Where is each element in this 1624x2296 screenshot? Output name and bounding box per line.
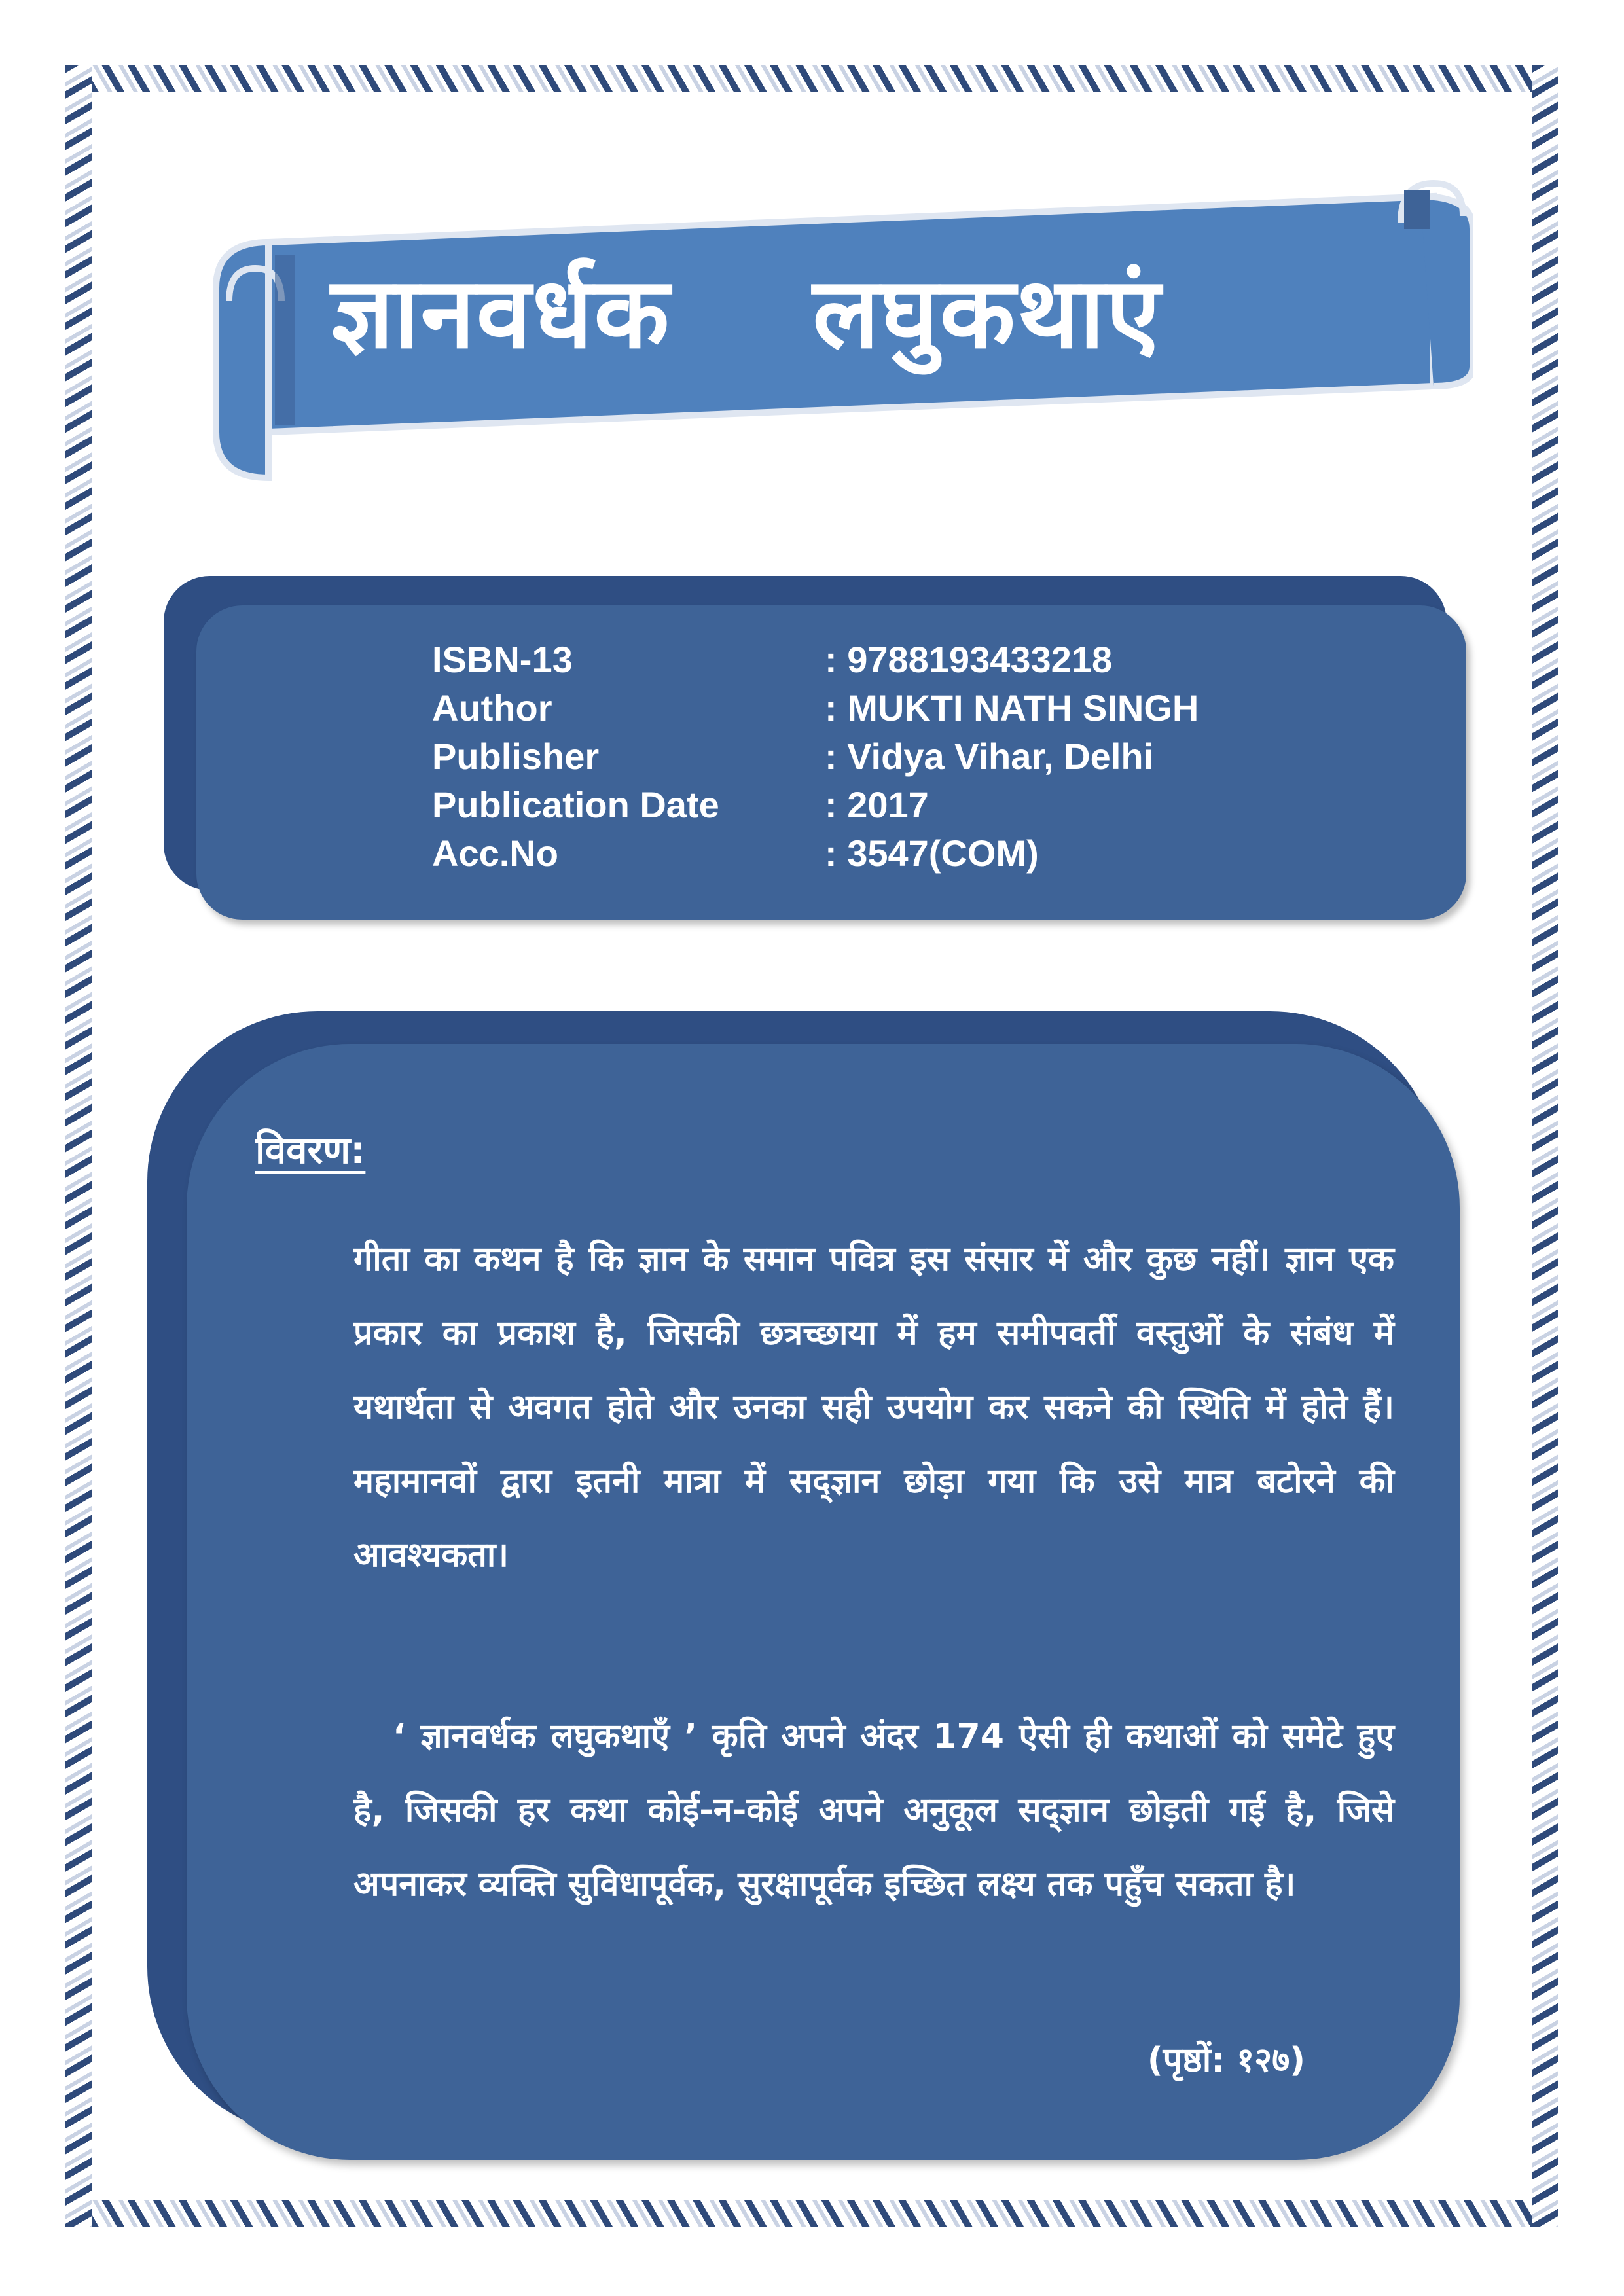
detail-value: : 9788193433218 <box>825 639 1113 680</box>
detail-label: Author <box>432 687 552 728</box>
decorative-border-bottom <box>65 2200 1558 2227</box>
detail-value: : 3547(COM) <box>825 833 1039 874</box>
detail-label: Publication Date <box>432 784 719 825</box>
detail-value: : MUKTI NATH SINGH <box>825 687 1199 728</box>
book-title: ज्ञानवर्धक लघुकथाएं <box>331 257 1162 370</box>
decorative-border-top <box>65 65 1558 92</box>
description-paragraph-2: ‘ ज्ञानवर्धक लघुकथाएँ ’ कृति अपने अंदर 174 ऐसी ही कथाओं को समेटे हुए है, जिसकी हर कथा कोई-न-कोई अपने अनुकूल सद्ज्ञान छोड़ती गई है, जिसे अपनाकर व्यक्ति सुविधापूर्वक, सुरक्षापूर्वक इच्छित लक्ष्य तक पहुँच सकता है। <box>353 1717 1394 1904</box>
description-paragraph-1: गीता का कथन है कि ज्ञान के समान पवित्र इस संसार में और कुछ नहीं। ज्ञान एक प्रकार का प्रकाश है, जिसकी छत्रच्छाया में हम समीपवर्ती वस्तुओं के संबंध में यथार्थता से अवगत होते और उनका सही उपयोग कर सकने की स्थिति में होते हैं। महामानवों द्वारा इतनी मात्रा में सद्ज्ञान छोड़ा गया कि उसे मात्र बटोरने की आवश्यकता। <box>353 1240 1394 1575</box>
decorative-border-left <box>65 65 92 2227</box>
book-details-box <box>196 605 1466 920</box>
detail-value: : Vidya Vihar, Delhi <box>825 736 1154 777</box>
decorative-border-right <box>1532 65 1558 2227</box>
detail-label: Publisher <box>432 736 600 777</box>
detail-value: : 2017 <box>825 784 929 825</box>
page-count: (पृष्ठों: १२७) <box>1147 2041 1305 2080</box>
description-heading: विवरण: <box>255 1128 366 1172</box>
detail-label: Acc.No <box>432 833 558 874</box>
description-box <box>187 1044 1460 2160</box>
detail-label: ISBN-13 <box>432 639 573 680</box>
